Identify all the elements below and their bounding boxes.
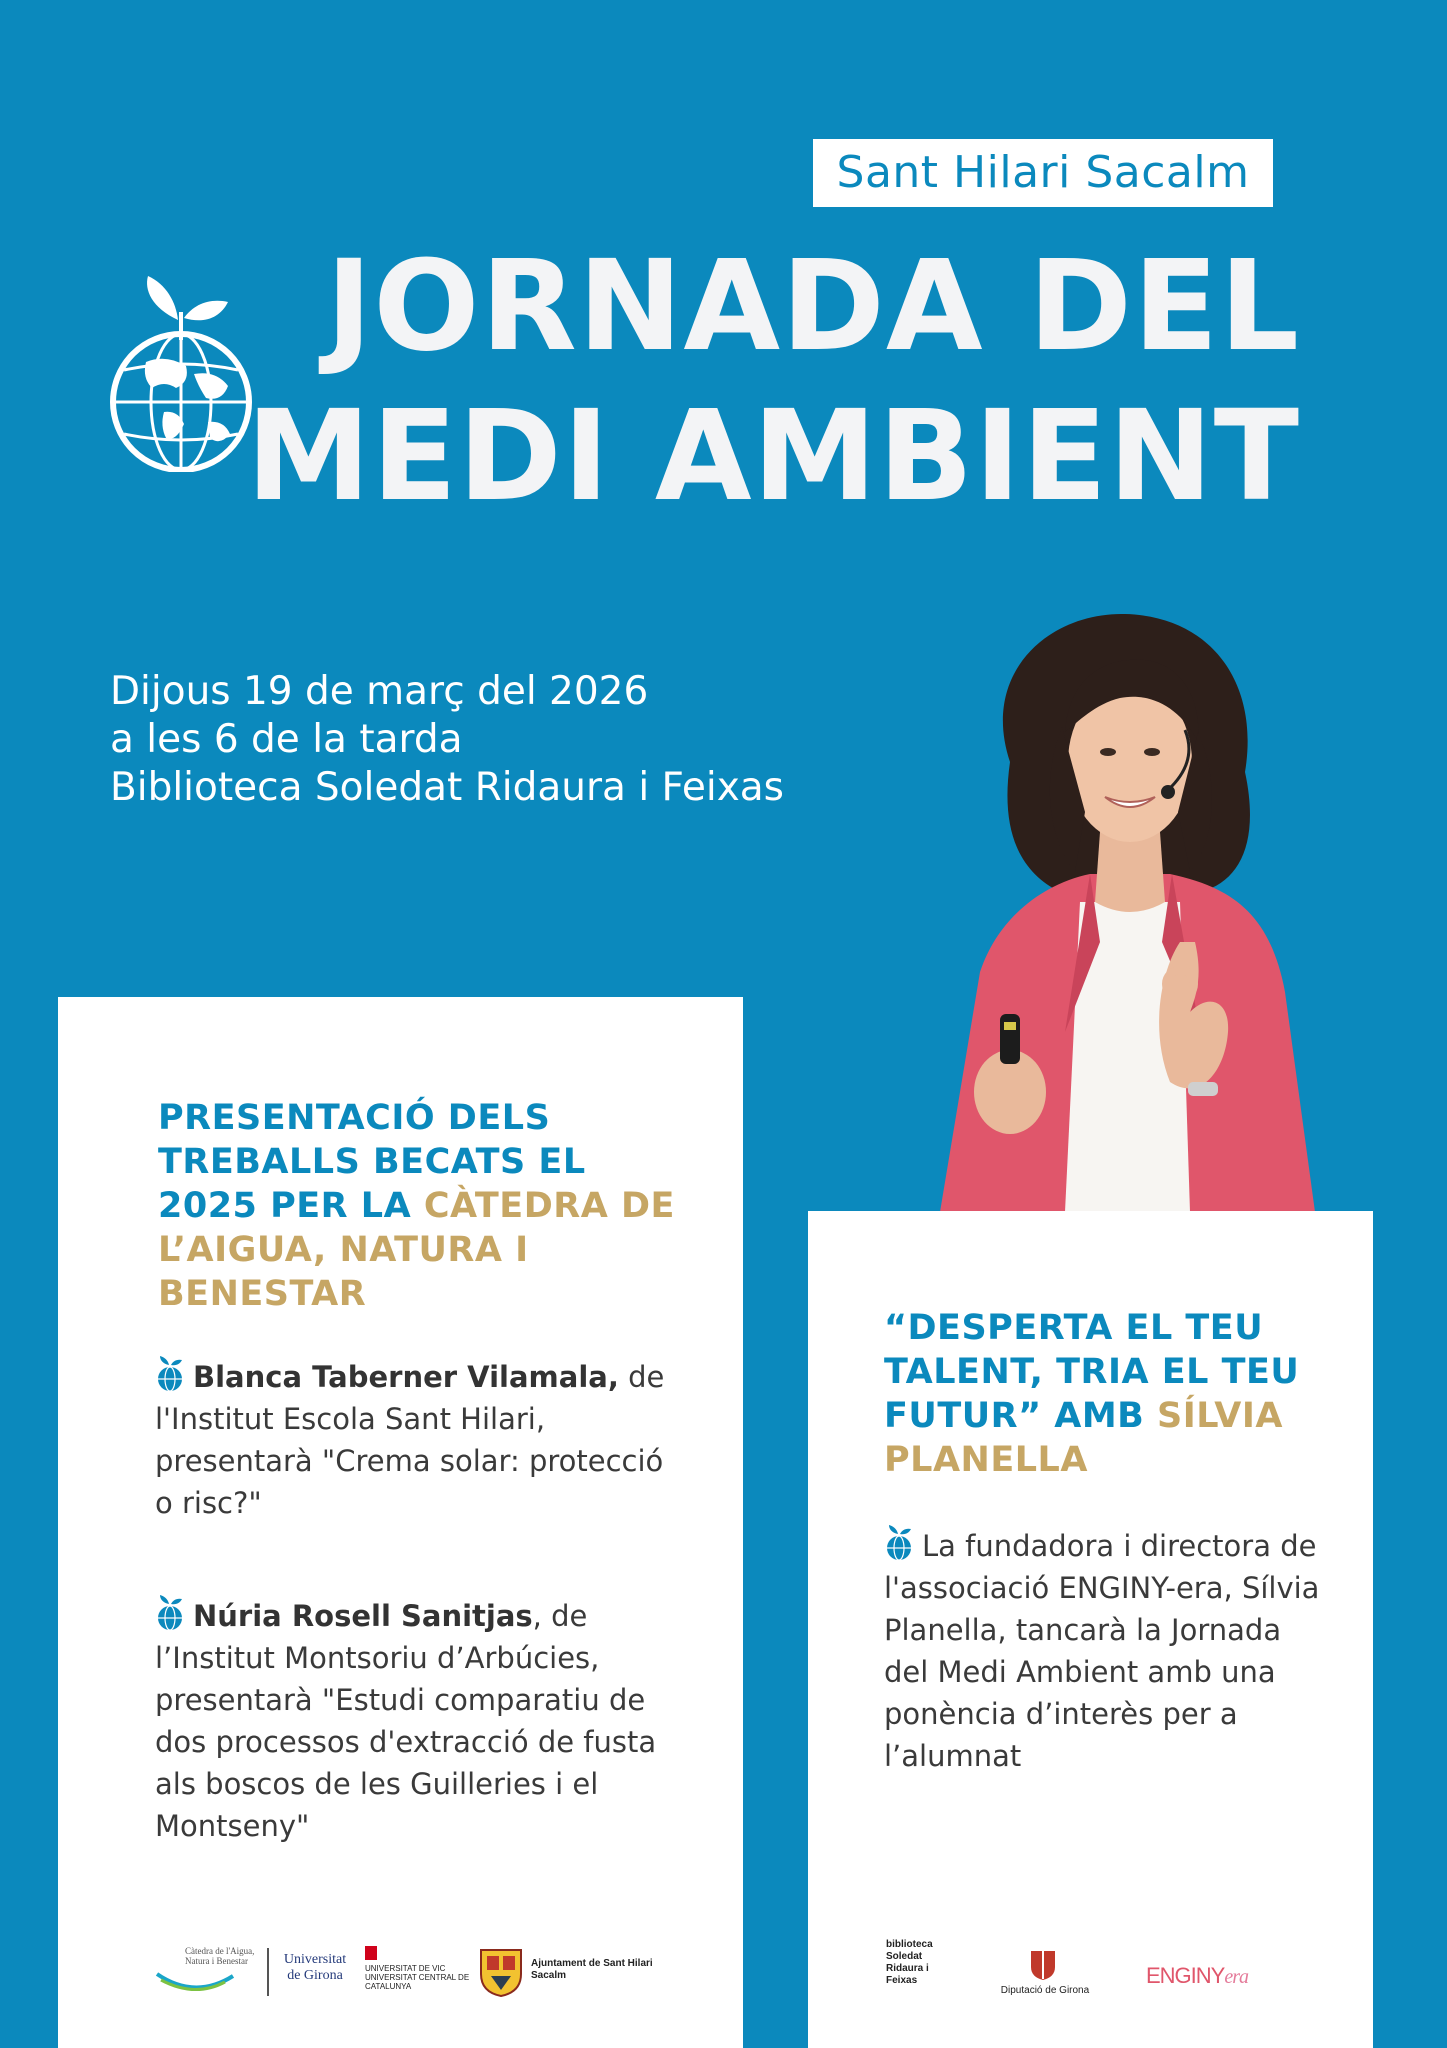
uvic-logo: UNIVERSITAT DE VIC UNIVERSITAT CENTRAL DE CATALUNYA (365, 1964, 470, 1991)
event-info (110, 668, 784, 812)
biblioteca-logo: biblioteca Soledat Ridaura i Feixas (886, 1939, 933, 1986)
speaker-description (884, 1524, 1324, 1777)
page-title (240, 232, 1300, 532)
uvic-mark (365, 1946, 377, 1960)
presentation-text: de l'Institut Escola Sant Hilari, presentarà "Crema solar: protecció o risc?" (155, 1360, 665, 1520)
catedra-logo-text: Càtedra de l'Aigua, Natura i Benestar (185, 1946, 255, 1966)
sponsor-logos-right (880, 1935, 1340, 2015)
speaker-description-text: La fundadora i directora de l'associació ENGINY-era, Sílvia Planella, tancarà la Jornada del Medi Ambient amb una ponència d’interès per a l’alumnat (884, 1529, 1320, 1773)
location-tag: Sant Hilari Sacalm (813, 139, 1273, 207)
mini-globe-icon (155, 1355, 185, 1393)
mini-globe-icon (155, 1594, 185, 1632)
speaker-photo (940, 612, 1320, 1212)
presentation-text: , de l’Institut Montsoriu d’Arbúcies, presentarà "Estudi comparatiu de dos processos d'extracció de fusta als boscos de les Guilleries i el Montseny" (155, 1599, 657, 1843)
diputacio-logo: Diputació de Girona (1000, 1985, 1090, 1996)
globe-plant-icon (106, 262, 256, 472)
ajuntament-logo: Ajuntament de Sant Hilari Sacalm (531, 1958, 653, 1981)
right-heading-gold: SÍLVIA PLANELLA (884, 1396, 1283, 1480)
presenter-name: Blanca Taberner Vilamala, (193, 1360, 619, 1394)
event-time: a les 6 de la tarda (110, 717, 463, 762)
enginy-logo-suffix: era (1224, 1966, 1249, 1988)
right-heading-blue: “DESPERTA EL TEU TALENT, TRIA EL TEU FUTUR” AMB (884, 1308, 1300, 1436)
diputacio-crest-icon (1028, 1947, 1058, 1981)
left-heading-blue: PRESENTACIÓ DELS TREBALLS BECATS EL 2025 PER LA (158, 1098, 586, 1226)
left-heading-gold: CÀTEDRA DE L’AIGUA, NATURA I BENESTAR (158, 1186, 675, 1314)
enginy-logo-main: ENGINY (1146, 1963, 1225, 1988)
mini-globe-icon (884, 1524, 914, 1562)
event-date: Dijous 19 de març del 2026 (110, 669, 649, 714)
ajuntament-shield-icon (477, 1944, 525, 1998)
presentation-item (155, 1594, 675, 1847)
presentation-item (155, 1355, 675, 1524)
enginy-logo (1146, 1963, 1248, 1989)
logo-divider (267, 1948, 269, 1996)
title-line-2: MEDI AMBIENT (246, 384, 1300, 529)
udg-logo: Universitat de Girona (283, 1952, 347, 1983)
left-card-heading (158, 1096, 678, 1316)
right-card-heading (884, 1306, 1334, 1482)
sponsor-logos-left (155, 1944, 715, 2004)
event-venue: Biblioteca Soledat Ridaura i Feixas (110, 765, 784, 810)
presenter-name: Núria Rosell Sanitjas (193, 1599, 533, 1633)
title-line-1: JORNADA DEL (325, 234, 1300, 379)
